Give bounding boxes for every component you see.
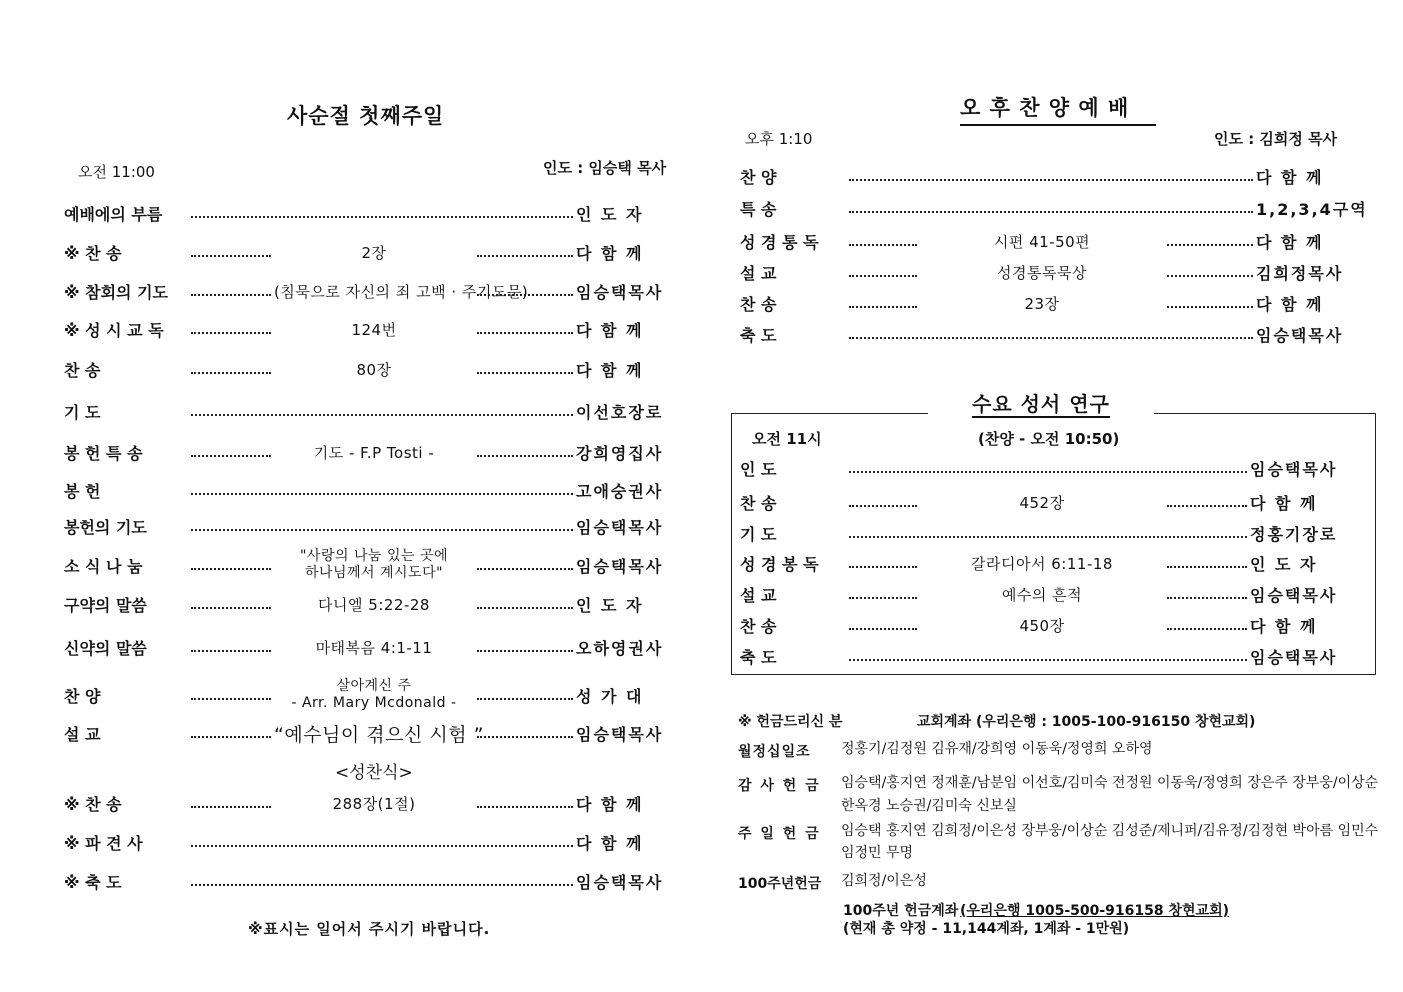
order-person: 임승택목사 xyxy=(576,724,664,744)
order-detail: 452장 xyxy=(1019,493,1065,512)
order-row xyxy=(64,790,686,816)
leader-dots xyxy=(191,216,573,218)
left-leader: 인도 : 임승택 목사 xyxy=(543,159,667,177)
order-label: 봉헌의 기도 xyxy=(64,517,147,537)
leader-dots xyxy=(1167,566,1247,568)
order-person: 다 함 께 xyxy=(576,833,644,853)
order-person: 임승택목사 xyxy=(576,872,664,892)
leader-dots xyxy=(1167,597,1247,599)
order-label: 찬 송 xyxy=(64,360,101,380)
order-person: 다 함 께 xyxy=(576,360,644,380)
order-row xyxy=(64,720,686,746)
order-detail: 갈라디아서 6:11-18 xyxy=(971,554,1113,573)
order-person: 성 가 대 xyxy=(576,686,644,706)
order-row xyxy=(740,455,1368,481)
leader-dots xyxy=(191,372,271,374)
leader-dots xyxy=(477,650,573,652)
order-label: 찬 송 xyxy=(740,294,777,314)
centennial-account-label: 100주년 헌금계좌 xyxy=(843,903,959,919)
order-label: 축 도 xyxy=(740,325,777,345)
order-person: 임승택목사 xyxy=(1250,647,1338,667)
offering-text-centennial: 김희정/이은성 xyxy=(841,873,927,889)
order-detail xyxy=(274,678,474,712)
order-row xyxy=(64,439,686,465)
order-person: 다 함 께 xyxy=(1250,616,1318,636)
order-label: 기 도 xyxy=(64,402,101,422)
offering-text-sunday-2: 임정민 무명 xyxy=(841,845,914,861)
order-person: 임승택목사 xyxy=(576,282,664,302)
leader-dots xyxy=(849,244,917,246)
order-row xyxy=(740,520,1368,546)
order-label: 신약의 말씀 xyxy=(64,638,147,658)
order-label: ※ 축 도 xyxy=(64,872,122,892)
leader-dots xyxy=(191,845,573,847)
order-row xyxy=(64,513,686,539)
order-label: 성 경 통 독 xyxy=(740,232,819,252)
leader-dots xyxy=(849,211,1253,213)
order-label: 찬 양 xyxy=(64,686,101,706)
order-detail: 다니엘 5:22-28 xyxy=(318,595,430,614)
order-row xyxy=(64,316,686,342)
order-row xyxy=(64,477,686,503)
order-row xyxy=(64,678,686,711)
leader-dots xyxy=(1167,306,1253,308)
order-row xyxy=(64,398,686,424)
leader-dots xyxy=(191,414,573,416)
leader-dots xyxy=(477,455,573,457)
order-detail: 450장 xyxy=(1019,616,1065,635)
order-detail: 예수의 흔적 xyxy=(1001,585,1083,604)
order-row xyxy=(740,195,1368,221)
order-row xyxy=(64,356,686,382)
leader-dots xyxy=(849,471,1247,473)
leader-dots xyxy=(191,884,573,886)
order-row xyxy=(740,259,1368,285)
order-detail-line1: "사랑의 나눔 있는 곳에 xyxy=(299,548,448,564)
order-row xyxy=(64,278,686,304)
leader-dots xyxy=(849,505,917,507)
order-person: 임승택목사 xyxy=(1256,325,1344,345)
order-row xyxy=(740,290,1368,316)
order-label: 성 경 봉 독 xyxy=(740,554,819,574)
order-label: 예배에의 부름 xyxy=(64,204,163,224)
leader-dots xyxy=(1167,244,1253,246)
order-label: ※ 찬 송 xyxy=(64,243,122,263)
order-label: ※ 찬 송 xyxy=(64,794,122,814)
order-label: 설 교 xyxy=(64,724,101,744)
order-person: 인 도 자 xyxy=(1250,554,1318,574)
leader-dots xyxy=(477,806,573,808)
offering-label-tithe: 월정십일조 xyxy=(738,744,811,760)
order-detail xyxy=(274,548,474,582)
leader-dots xyxy=(191,493,573,495)
wednesday-title: 수요 성서 연구 xyxy=(928,388,1154,417)
leader-dots xyxy=(191,736,271,738)
offering-text-sunday: 임승택 홍지연 김희정/이은성 장부웅/이상순 김성준/제니퍼/김유정/김정현 박아름 임민수 xyxy=(841,823,1379,839)
order-person: 이선호장로 xyxy=(576,402,664,422)
leader-dots xyxy=(849,536,1247,538)
afternoon-time: 오후 1:10 xyxy=(745,130,813,148)
order-person: 다 함 께 xyxy=(576,243,644,263)
order-person: 1,2,3,4구역 xyxy=(1256,199,1368,219)
order-person: 임승택목사 xyxy=(576,517,664,537)
leader-dots xyxy=(191,698,271,700)
offering-header: ※ 헌금드리신 분 xyxy=(738,714,843,730)
order-person: 다 함 께 xyxy=(576,320,644,340)
leader-dots xyxy=(191,332,271,334)
leader-dots xyxy=(191,806,271,808)
order-row xyxy=(64,634,686,660)
order-label: ※ 참회의 기도 xyxy=(64,282,168,302)
leader-dots xyxy=(849,306,917,308)
order-label: 소 식 나 눔 xyxy=(64,556,143,576)
leader-dots xyxy=(477,607,573,609)
order-person: 다 함 께 xyxy=(576,794,644,814)
leader-dots xyxy=(849,275,917,277)
offering-text-thanks: 임승택/홍지연 정재훈/남분임 이선호/김미숙 전정원 이동욱/정영희 장은주 장부웅/이상순 xyxy=(841,775,1379,791)
order-label: ※ 성 시 교 독 xyxy=(64,320,164,340)
leader-dots xyxy=(1167,628,1247,630)
order-detail-line2: - Arr. Mary Mcdonald - xyxy=(291,695,457,711)
order-row xyxy=(64,239,686,265)
order-row xyxy=(740,321,1368,347)
leader-dots xyxy=(477,698,573,700)
order-row xyxy=(740,163,1368,189)
leader-dots xyxy=(477,568,573,570)
leader-dots xyxy=(477,294,573,296)
order-person: 고애숭권사 xyxy=(576,481,664,501)
order-person: 강희영집사 xyxy=(576,443,664,463)
leader-dots xyxy=(191,529,573,531)
order-detail: 마태복음 4:1-11 xyxy=(315,638,433,657)
leader-dots xyxy=(191,255,271,257)
order-person: 오하영권사 xyxy=(576,638,664,658)
order-label: 봉 헌 xyxy=(64,481,101,501)
centennial-account: (우리은행 1005-500-916158 창현교회) xyxy=(960,903,1229,919)
order-detail: “예수님이 겪으신 시험 ” xyxy=(274,723,484,746)
order-person: 다 함 께 xyxy=(1256,167,1324,187)
order-label: 봉 헌 특 송 xyxy=(64,443,143,463)
leader-dots xyxy=(477,332,573,334)
wednesday-time: 오전 11시 xyxy=(752,430,822,448)
footnote: ※표시는 일어서 주시기 바랍니다. xyxy=(248,920,491,938)
order-detail: 288장(1절) xyxy=(332,794,416,813)
leader-dots xyxy=(477,255,573,257)
order-row xyxy=(740,643,1368,669)
afternoon-title: 오 후 찬 양 예 배 xyxy=(960,92,1156,126)
left-title: 사순절 첫째주일 xyxy=(287,104,445,128)
leader-dots xyxy=(477,736,573,738)
order-person: 인 도 자 xyxy=(576,204,644,224)
afternoon-leader: 인도 : 김희정 목사 xyxy=(1214,130,1338,148)
order-row xyxy=(64,591,686,617)
order-label: 설 교 xyxy=(740,585,777,605)
order-label: 인 도 xyxy=(740,459,777,479)
order-detail-line1: 살아계신 주 xyxy=(336,678,412,694)
order-row xyxy=(740,228,1368,254)
order-label: 찬 송 xyxy=(740,493,777,513)
order-person: 인 도 자 xyxy=(576,595,644,615)
leader-dots xyxy=(191,455,271,457)
offering-text-thanks-2: 한옥경 노승권/김미숙 신보실 xyxy=(841,798,1017,814)
order-person: 다 함 께 xyxy=(1256,232,1324,252)
leader-dots xyxy=(477,372,573,374)
order-person: 임승택목사 xyxy=(1250,459,1338,479)
order-row xyxy=(64,200,686,226)
order-row xyxy=(740,489,1368,515)
order-label: 찬 양 xyxy=(740,167,777,187)
order-detail: 80장 xyxy=(356,360,392,379)
offering-text-tithe: 정홍기/김정원 김유재/강희영 이동욱/정영희 오하영 xyxy=(841,741,1153,757)
order-label: 찬 송 xyxy=(740,616,777,636)
order-person: 다 함 께 xyxy=(1250,493,1318,513)
order-person: 김희정목사 xyxy=(1256,263,1344,283)
order-detail: 2장 xyxy=(361,243,387,262)
order-detail: 23장 xyxy=(1024,294,1060,313)
order-person: 임승택목사 xyxy=(1250,585,1338,605)
order-detail: (침묵으로 자신의 죄 고백 · 주기도문) xyxy=(274,282,529,301)
order-person: 정홍기장로 xyxy=(1250,524,1338,544)
order-label: 설 교 xyxy=(740,263,777,283)
left-time: 오전 11:00 xyxy=(78,163,155,181)
offering-label-centennial: 100주년헌금 xyxy=(738,876,822,892)
communion-label: <성찬식> xyxy=(335,763,413,783)
order-label: 구약의 말씀 xyxy=(64,595,147,615)
order-detail: 기도 - F.P Tosti - xyxy=(313,443,435,462)
offering-label-thanks: 감 사 헌 금 xyxy=(738,778,821,794)
order-detail-line2: 하나님께서 계시도다" xyxy=(304,565,444,581)
order-label: 축 도 xyxy=(740,647,777,667)
order-row xyxy=(64,548,686,581)
leader-dots xyxy=(191,568,271,570)
order-label: 기 도 xyxy=(740,524,777,544)
leader-dots xyxy=(1167,505,1247,507)
order-row xyxy=(740,581,1368,607)
order-detail: 성경통독묵상 xyxy=(997,263,1087,282)
offering-account: 교회계좌 (우리은행 : 1005-100-916150 창현교회) xyxy=(917,714,1256,730)
leader-dots xyxy=(191,294,271,296)
leader-dots xyxy=(849,337,1253,339)
order-row xyxy=(64,868,686,894)
leader-dots xyxy=(191,607,271,609)
order-person: 다 함 께 xyxy=(1256,294,1324,314)
order-row xyxy=(64,829,686,855)
leader-dots xyxy=(849,597,917,599)
wednesday-sub: (찬양 - 오전 10:50) xyxy=(978,430,1120,448)
offering-label-sunday: 주 일 헌 금 xyxy=(738,826,821,842)
order-row xyxy=(740,550,1368,576)
order-person: 임승택목사 xyxy=(576,556,664,576)
leader-dots xyxy=(849,628,917,630)
order-row xyxy=(740,612,1368,638)
order-label: 특 송 xyxy=(740,199,777,219)
leader-dots xyxy=(849,179,1253,181)
centennial-status: (현재 총 약정 - 11,144계좌, 1계좌 - 1만원) xyxy=(843,921,1130,937)
leader-dots xyxy=(191,650,271,652)
leader-dots xyxy=(849,566,917,568)
order-detail: 시편 41-50편 xyxy=(993,232,1091,251)
leader-dots xyxy=(1167,275,1253,277)
leader-dots xyxy=(849,659,1247,661)
order-detail: 124번 xyxy=(351,320,397,339)
order-label: ※ 파 견 사 xyxy=(64,833,143,853)
